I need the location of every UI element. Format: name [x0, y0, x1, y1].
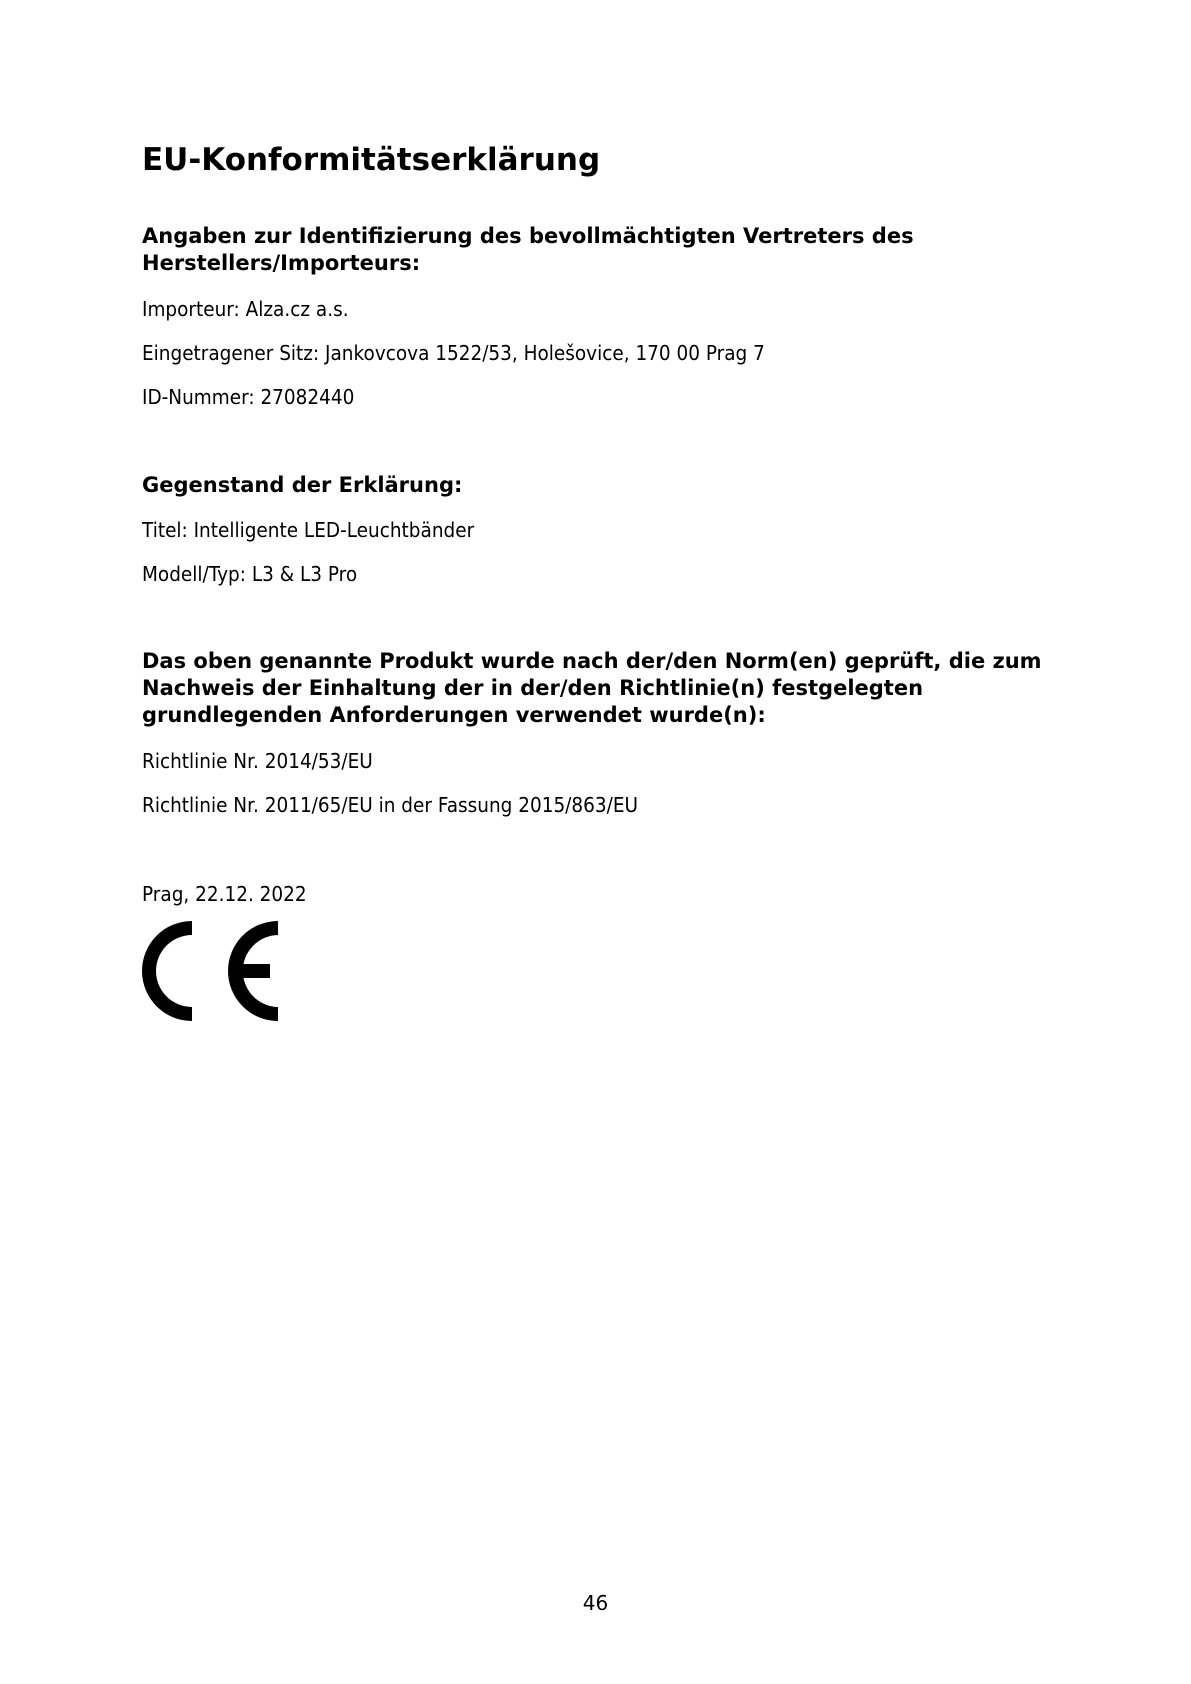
place-date-text: Prag, 22.12. 2022 — [142, 882, 307, 906]
registered-seat-text: Eingetragener Sitz: Jankovcova 1522/53, Holešovice, 170 00 Prag 7 — [142, 341, 765, 365]
directive-2-text: Richtlinie Nr. 2011/65/EU in der Fassung 2015/863/EU — [142, 793, 638, 817]
identification-heading-line-2: Herstellers/Importeurs: — [142, 251, 421, 275]
page-title: EU-Konformitätserklärung — [142, 142, 601, 178]
page-number: 46 — [582, 1591, 609, 1615]
importer-text: Importeur: Alza.cz a.s. — [142, 297, 349, 321]
standards-heading — [142, 648, 1042, 729]
product-title-text: Titel: Intelligente LED-Leuchtbänder — [142, 518, 475, 542]
ce-mark-e — [228, 921, 278, 1021]
id-number-text: ID-Nummer: 27082440 — [142, 385, 355, 409]
standards-heading-line-2: Nachweis der Einhaltung der in der/den Richtlinie(n) festgelegten — [142, 676, 924, 700]
subject-heading: Gegenstand der Erklärung: — [142, 473, 463, 497]
standards-heading-line-1: Das oben genannte Produkt wurde nach der/den Norm(en) geprüft, die zum — [142, 649, 1042, 673]
identification-heading — [142, 223, 1042, 277]
model-type-text: Modell/Typ: L3 & L3 Pro — [142, 562, 358, 586]
ce-mark-c — [142, 921, 192, 1021]
directive-1-text: Richtlinie Nr. 2014/53/EU — [142, 749, 373, 773]
identification-heading-line-1: Angaben zur Identifizierung des bevollmächtigten Vertreters des — [142, 224, 914, 248]
standards-heading-line-3: grundlegenden Anforderungen verwendet wurde(n): — [142, 703, 766, 727]
ce-mark-icon — [142, 921, 282, 1021]
